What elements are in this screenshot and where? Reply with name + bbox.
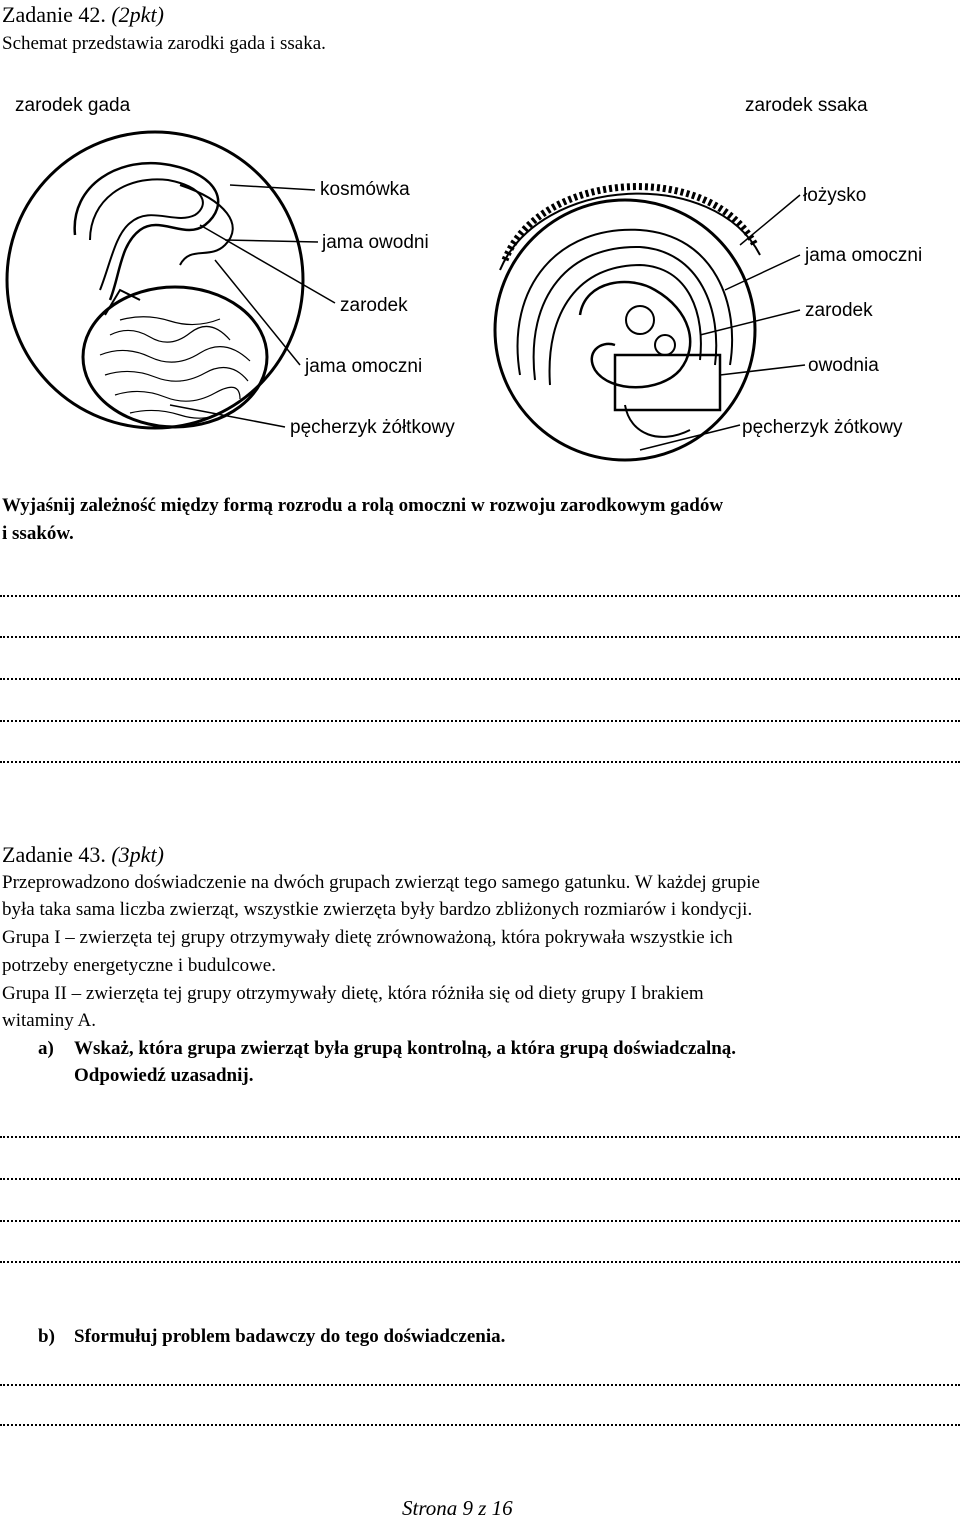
part-a-line-1: Wskaż, która grupa zwierząt była grupą kontrolną, a która grupą doświadczalną. — [74, 1038, 737, 1059]
answer-line[interactable] — [0, 1175, 960, 1180]
answer-line[interactable] — [0, 1258, 960, 1263]
task-42-intro: Schemat przedstawia zarodki gada i ssaka. — [2, 33, 326, 54]
task-43-heading — [2, 842, 164, 868]
task-43-line-4: potrzeby energetyczne i budulcowe. — [2, 955, 276, 976]
task-43-line-5: Grupa II – zwierzęta tej grupy otrzymywały dietę, która różniła się od diety grupy I brakiem — [2, 983, 704, 1004]
task-42-question-line-1: Wyjaśnij zależność między formą rozrodu a rolą omoczni w rozwoju zarodkowym gadów — [2, 495, 724, 516]
part-b-label: b) — [38, 1326, 55, 1347]
part-a-line-2: Odpowiedź uzasadnij. — [74, 1065, 254, 1086]
part-a-question — [38, 1037, 736, 1060]
mammal-label-yolk-sac: pęcherzyk żótkowy — [742, 417, 903, 438]
task-43-title: Zadanie 43. — [2, 842, 106, 867]
answer-line[interactable] — [0, 1381, 960, 1386]
answer-line[interactable] — [0, 633, 960, 638]
part-b-question — [38, 1325, 505, 1348]
answer-line[interactable] — [0, 592, 960, 597]
answer-line[interactable] — [0, 717, 960, 722]
part-a-label: a) — [38, 1038, 54, 1059]
page-number: Strona 9 z 16 — [402, 1496, 513, 1520]
reptile-label-embryo: zarodek — [340, 295, 408, 316]
part-b-text: Sformułuj problem badawczy do tego doświadczenia. — [74, 1326, 506, 1347]
embryo-diagram — [0, 75, 960, 545]
task-43-line-3: Grupa I – zwierzęta tej grupy otrzymywały dietę zrównoważoną, która pokrywała wszystkie ich — [2, 927, 733, 948]
task-43-line-2: była taka sama liczba zwierząt, wszystkie zwierzęta były bardzo zbliżonych rozmiarów i kondycji. — [2, 899, 753, 920]
reptile-embryo-figure — [7, 132, 335, 428]
mammal-label-allantois-cavity: jama omoczni — [805, 245, 923, 266]
task-42-points: (2pkt) — [111, 2, 164, 27]
answer-line[interactable] — [0, 1217, 960, 1222]
mammal-title: zarodek ssaka — [745, 95, 868, 116]
task-42-heading — [2, 2, 164, 28]
reptile-label-yolk-sac: pęcherzyk żółtkowy — [290, 417, 455, 438]
mammal-label-embryo: zarodek — [805, 300, 873, 321]
reptile-label-allantois-cavity: jama omoczni — [305, 356, 423, 377]
task-43-points: (3pkt) — [111, 842, 164, 867]
answer-line[interactable] — [0, 758, 960, 763]
mammal-label-placenta: łożysko — [803, 185, 867, 206]
answer-line[interactable] — [0, 675, 960, 680]
reptile-title: zarodek gada — [15, 95, 131, 116]
mammal-label-amnion: owodnia — [808, 355, 879, 376]
task-43-line-1: Przeprowadzono doświadczenie na dwóch grupach zwierząt tego samego gatunku. W każdej grupie — [2, 872, 760, 893]
answer-line[interactable] — [0, 1421, 960, 1426]
task-42-title: Zadanie 42. — [2, 2, 106, 27]
answer-line[interactable] — [0, 1133, 960, 1138]
reptile-label-amnion-cavity: jama owodni — [322, 232, 429, 253]
reptile-label-chorion: kosmówka — [320, 179, 410, 200]
task-42-question-line-2: i ssaków. — [2, 523, 74, 544]
task-43-line-6: witaminy A. — [2, 1010, 96, 1031]
